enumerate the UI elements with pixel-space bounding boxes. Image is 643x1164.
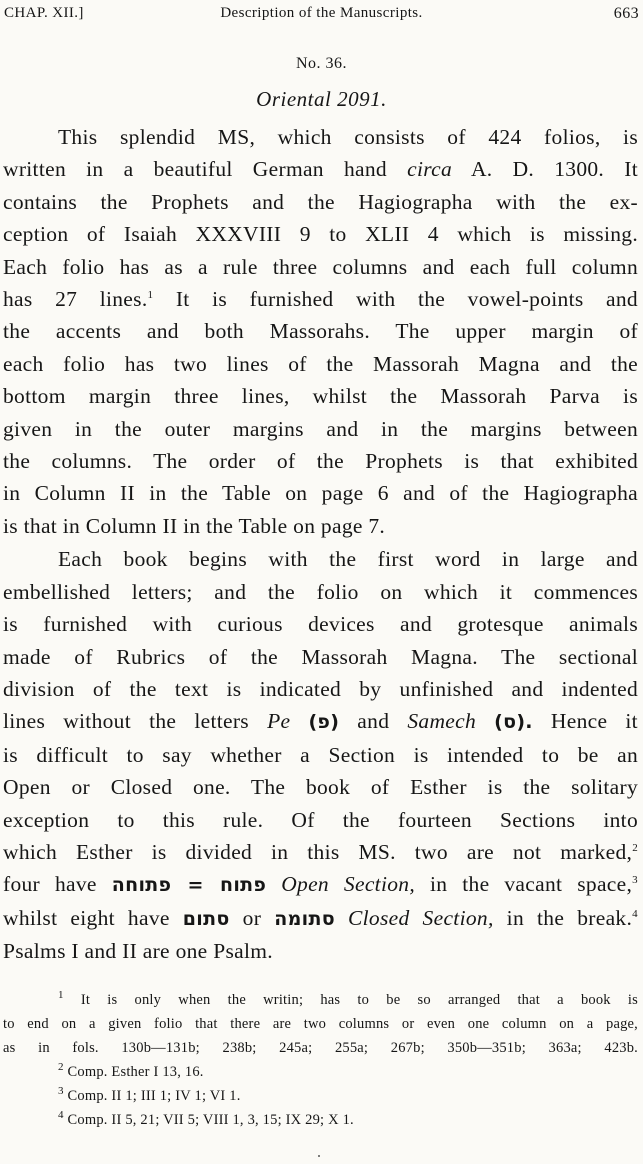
paragraph-1 [3, 121, 638, 542]
print-speck [318, 1155, 320, 1157]
text-line: given in the outer margins and in the margins between [3, 416, 638, 441]
italic-word: circa [407, 157, 453, 182]
footnote-4 [3, 1108, 638, 1132]
text-segment: lines without the letters [3, 709, 249, 734]
italic-word: Pe [267, 709, 291, 734]
text-line: is furnished with curious devices and grotesque animals [3, 612, 638, 637]
text-line: in Column II in the Table on page 6 and of the Hagiographa [3, 481, 638, 506]
text-segment: written in a beautiful German hand [3, 157, 387, 182]
text-line: ception of Isaiah XXXVIII 9 to XLII 4 which is missing. [3, 222, 638, 247]
footnote-text: Comp. II 5, 21; VII 5; VIII 1, 3, 15; IX 29; X 1. [67, 1112, 354, 1128]
hebrew-word: סתומה [274, 907, 335, 930]
text-segment: in the break. [506, 905, 633, 930]
text-line: This splendid MS, which consists of 424 folios, is [58, 125, 638, 149]
running-head [4, 5, 639, 27]
text-line: is that in Column II in the Table on page 7. [3, 513, 386, 538]
text-line [3, 705, 638, 738]
manuscript-number: No. 36. [295, 55, 348, 72]
footnote-1 [3, 988, 638, 1012]
manuscript-title: Oriental 2091. [256, 87, 387, 111]
hebrew-letter: (פ) [308, 711, 340, 734]
text-segment: which Esther is divided in this MS. two are not marked, [3, 839, 633, 864]
italic-word: Samech [407, 709, 477, 734]
paragraph-2 [3, 543, 638, 967]
footnote-ref: 2 [632, 841, 638, 854]
footnote-mark: 1 [58, 989, 64, 1002]
hebrew-letter: (ס). [494, 711, 533, 734]
text-line: is difficult to say whether a Section is intended to be an [3, 742, 638, 767]
running-title: Description of the Manuscripts. [220, 5, 423, 21]
text-line [3, 868, 638, 901]
text-line [3, 153, 638, 185]
text-line: division of the text is indicated by unfinished and indented [3, 676, 638, 701]
footnote-3 [3, 1084, 638, 1108]
chapter-label: CHAP. XII.] [4, 5, 84, 21]
text-line: Each book begins with the first word in large and [58, 547, 638, 572]
footnote-ref: 3 [632, 874, 638, 887]
text-line: exception to this rule. Of the fourteen Sections into [3, 807, 638, 832]
body-text [3, 121, 638, 968]
text-line: made of Rubrics of the Massorah Magna. The sectional [3, 644, 638, 669]
footnote-text: Comp. II 1; III 1; IV 1; VI 1. [67, 1088, 241, 1104]
footnote-1-line: to end on a given folio that there are two columns or even one column on a page, [3, 1016, 638, 1032]
text-segment: has 27 lines. [3, 287, 148, 312]
hebrew-word: פתוח = פתוחה [111, 874, 267, 897]
text-segment: four have [3, 872, 97, 897]
italic-phrase: Open Section, [281, 872, 415, 897]
text-segment: whilst eight have [3, 905, 170, 930]
text-segment: Hence it [550, 709, 638, 734]
text-segment: in the vacant space, [429, 872, 633, 897]
footnote-text: Comp. Esther I 13, 16. [67, 1064, 204, 1080]
text-line [3, 283, 638, 315]
text-line: contains the Prophets and the Hagiographa with the ex- [3, 189, 638, 214]
text-line [3, 902, 638, 935]
text-segment: A. D. 1300. It [470, 157, 638, 182]
text-segment: It is furnished with the vowel-points and [175, 287, 638, 312]
text-segment: and [357, 709, 390, 734]
text-line: Open or Closed one. The book of Esther is the solitary [3, 775, 638, 800]
text-line: Each folio has as a rule three columns and each full column [3, 254, 638, 279]
footnote-2 [3, 1060, 638, 1084]
page-number: 663 [613, 5, 639, 22]
footnote-ref: 1 [147, 288, 154, 301]
text-segment: or [242, 905, 262, 930]
text-line: the accents and both Massorahs. The upper margin of [3, 319, 638, 344]
text-line: embellished letters; and the folio on which it commences [3, 579, 638, 604]
footnote-mark: 2 [58, 1061, 64, 1074]
text-line: each folio has two lines of the Massorah Magna and the [3, 351, 638, 376]
text-line: the columns. The order of the Prophets is that exhibited [3, 449, 638, 474]
footnote-mark: 4 [58, 1109, 64, 1122]
footnote-mark: 3 [58, 1085, 64, 1098]
text-line [3, 836, 638, 868]
hebrew-word: סתום [182, 907, 230, 930]
text-line: bottom margin three lines, whilst the Massorah Parva is [3, 384, 638, 409]
footnote-ref: 4 [632, 907, 638, 920]
footnotes [3, 988, 638, 1132]
italic-phrase: Closed Section, [348, 905, 494, 930]
text-line: Psalms I and II are one Psalm. [3, 939, 273, 964]
footnote-text: It is only when the writin; has to be so arranged that a book is [80, 992, 638, 1008]
footnote-1-line: as in fols. 130b—131b; 238b; 245a; 255a; 267b; 350b—351b; 363a; 423b. [3, 1040, 638, 1056]
